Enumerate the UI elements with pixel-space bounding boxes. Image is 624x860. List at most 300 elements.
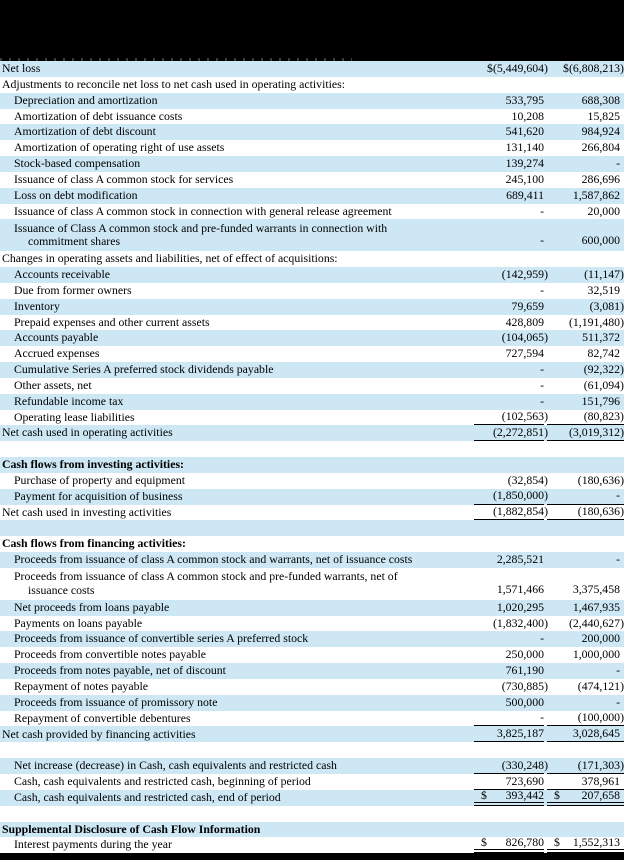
row-label xyxy=(0,299,474,315)
table-row xyxy=(0,124,624,140)
row-label xyxy=(0,315,474,331)
value-col2 xyxy=(547,552,624,568)
row-label xyxy=(0,806,474,822)
value-col2 xyxy=(547,600,624,616)
amount-col1: $(5,449,604) xyxy=(487,61,548,76)
table-row xyxy=(0,425,624,441)
amount-col1: (32,854) xyxy=(507,473,548,488)
row-label xyxy=(0,679,474,695)
row-label xyxy=(0,156,474,172)
value-col2 xyxy=(547,140,624,156)
row-label xyxy=(0,283,474,299)
amount-col2: 82,742 xyxy=(587,346,620,361)
row-label xyxy=(0,425,474,441)
row-label-line1: Loss on debt modification xyxy=(14,187,138,202)
row-label-line1: Repayment of convertible debentures xyxy=(14,710,191,725)
table-row xyxy=(0,330,624,346)
table-row xyxy=(0,726,624,742)
value-col1 xyxy=(474,806,544,822)
row-label xyxy=(0,219,474,251)
amount-col2: 32,519 xyxy=(587,282,620,297)
row-label xyxy=(0,774,474,790)
row-label xyxy=(0,251,474,267)
row-label xyxy=(0,631,474,647)
table-row xyxy=(0,77,624,93)
value-col2 xyxy=(547,61,624,77)
row-label xyxy=(0,711,474,727)
row-label-line1: Net cash used in operating activities xyxy=(2,425,173,440)
row-label xyxy=(0,536,474,552)
amount-col1: 541,620 xyxy=(505,124,544,139)
table-row xyxy=(0,758,624,774)
row-label-line1: Payment for acquisition of business xyxy=(14,488,183,503)
value-col1 xyxy=(474,787,544,806)
amount-col2: 1,467,935 xyxy=(572,599,620,614)
value-col1 xyxy=(474,204,544,220)
table-row xyxy=(0,520,624,536)
table-row xyxy=(0,93,624,109)
row-label-line1: Net loss xyxy=(2,61,41,76)
row-label xyxy=(0,172,474,188)
amount-col2: 1,552,313 xyxy=(572,835,620,850)
amount-col1: 533,795 xyxy=(505,92,544,107)
value-col2 xyxy=(547,346,624,362)
row-label-line1: Proceeds from notes payable, net of discount xyxy=(14,663,226,678)
value-col1 xyxy=(474,473,548,489)
amount-col2: - xyxy=(616,552,620,567)
amount-col2: 20,000 xyxy=(587,203,620,218)
amount-col1: 723,690 xyxy=(505,773,544,788)
value-col1 xyxy=(474,441,544,457)
row-label xyxy=(0,441,474,457)
table-row xyxy=(0,394,624,410)
row-label xyxy=(0,124,474,140)
amount-col2: (92,322) xyxy=(583,362,624,377)
row-label-line1: Repayment of notes payable xyxy=(14,678,148,693)
table-row xyxy=(0,711,624,727)
value-col2 xyxy=(547,489,624,505)
row-label-line1: Amortization of debt issuance costs xyxy=(14,108,183,123)
amount-col1: - xyxy=(540,377,544,392)
amount-col1: 245,100 xyxy=(505,171,544,186)
row-label xyxy=(0,489,474,505)
amount-col2: - xyxy=(616,156,620,171)
value-col2 xyxy=(547,172,624,188)
currency-symbol: $ xyxy=(554,835,560,850)
value-col2 xyxy=(547,425,624,441)
currency-symbol: $ xyxy=(554,787,560,802)
amount-col1: 79,659 xyxy=(511,298,544,313)
value-col2 xyxy=(547,787,624,806)
amount-col1: - xyxy=(540,710,544,725)
value-col2 xyxy=(547,441,624,457)
amount-col1: - xyxy=(540,631,544,646)
amount-col2: 3,028,645 xyxy=(572,726,620,741)
value-col1 xyxy=(474,552,544,568)
value-col1 xyxy=(474,362,544,378)
value-col2 xyxy=(547,473,624,489)
amount-col2: (474,121) xyxy=(577,678,624,693)
table-row xyxy=(0,378,624,394)
amount-col1: (330,248) xyxy=(501,757,548,772)
value-col2 xyxy=(547,457,624,473)
value-col2 xyxy=(547,124,624,140)
value-col1 xyxy=(474,757,548,774)
amount-col1: 131,140 xyxy=(505,140,544,155)
amount-col2: 688,308 xyxy=(581,92,620,107)
table-row xyxy=(0,742,624,758)
amount-col1: (1,832,400) xyxy=(492,615,548,630)
amount-col1: 393,442 xyxy=(505,787,544,802)
table-row xyxy=(0,631,624,647)
value-col2 xyxy=(547,806,624,822)
value-col2 xyxy=(547,695,624,711)
row-label-line1: Adjustments to reconcile net loss to net cash used in operating activities: xyxy=(2,76,346,91)
table-row xyxy=(0,837,624,853)
row-label-line1: Proceeds from convertible notes payable xyxy=(14,647,206,662)
amount-col2: 15,825 xyxy=(587,108,620,123)
row-label xyxy=(0,552,474,568)
row-label xyxy=(0,695,474,711)
value-col1 xyxy=(474,299,544,315)
table-row xyxy=(0,172,624,188)
row-label-line1: Proceeds from issuance of convertible series A preferred stock xyxy=(14,631,309,646)
table-row xyxy=(0,109,624,125)
redacted-header-block xyxy=(0,0,624,61)
table-row xyxy=(0,267,624,283)
row-label xyxy=(0,188,474,204)
row-label xyxy=(0,647,474,663)
row-label-line1: Cash, cash equivalents and restricted cash, beginning of period xyxy=(14,774,311,789)
value-col2 xyxy=(547,631,624,647)
table-row xyxy=(0,61,624,77)
row-label-line1: Prepaid expenses and other current assets xyxy=(14,314,210,329)
row-label-line1: Cash flows from financing activities: xyxy=(2,536,186,551)
amount-col1: (102,563) xyxy=(501,409,548,424)
amount-col2: (11,147) xyxy=(584,267,624,282)
row-label-line1: Accounts receivable xyxy=(14,267,110,282)
value-col2 xyxy=(547,536,624,552)
value-col2 xyxy=(547,394,624,410)
row-label-line1: Inventory xyxy=(14,298,60,313)
row-label xyxy=(0,61,474,77)
amount-col1: 250,000 xyxy=(505,647,544,662)
currency-symbol: $ xyxy=(481,835,487,850)
amount-col1: 1,571,466 xyxy=(496,582,544,597)
value-col2 xyxy=(547,568,624,600)
value-col1 xyxy=(474,172,544,188)
amount-col2: (3,081) xyxy=(589,298,624,313)
row-label-line1: Cash, cash equivalents and restricted cash, end of period xyxy=(14,789,281,804)
amount-col2: 200,000 xyxy=(581,631,620,646)
row-label-line1: Proceeds from issuance of class A common stock and pre-funded warrants, net of xyxy=(14,569,398,584)
row-label xyxy=(0,822,474,838)
table-row xyxy=(0,204,624,220)
amount-col1: 3,825,187 xyxy=(496,726,544,741)
row-label xyxy=(0,473,474,489)
value-col1 xyxy=(474,424,548,441)
row-label xyxy=(0,742,474,758)
row-label xyxy=(0,600,474,616)
value-col1 xyxy=(474,156,544,172)
amount-col2: (180,636) xyxy=(577,504,624,519)
row-label-line1: Amortization of operating right of use assets xyxy=(14,140,225,155)
amount-col2: 600,000 xyxy=(581,233,620,248)
row-label xyxy=(0,394,474,410)
row-label-line2: commitment shares xyxy=(28,234,121,249)
amount-col2: (100,000) xyxy=(577,710,624,725)
value-col2 xyxy=(547,726,624,742)
table-row xyxy=(0,457,624,473)
row-label xyxy=(0,663,474,679)
value-col2 xyxy=(547,505,624,521)
value-col1 xyxy=(474,488,548,505)
value-col2 xyxy=(547,77,624,93)
amount-col1: (730,885) xyxy=(501,678,548,693)
value-col1 xyxy=(474,330,548,346)
row-label-line1: Due from former owners xyxy=(14,282,132,297)
value-col1 xyxy=(474,568,544,600)
row-label-line1: Issuance of Class A common stock and pre-funded warrants in connection with xyxy=(14,220,388,235)
amount-col1: (2,272,851) xyxy=(492,424,548,439)
value-col2 xyxy=(547,188,624,204)
value-col1 xyxy=(474,315,544,331)
amount-col2: 207,658 xyxy=(581,787,620,802)
value-col2 xyxy=(547,330,624,346)
row-label xyxy=(0,378,474,394)
row-label xyxy=(0,568,474,600)
row-label-line1: Payments on loans payable xyxy=(14,615,143,630)
amount-col2: - xyxy=(616,694,620,709)
value-col1 xyxy=(474,695,544,711)
row-label-line1: Changes in operating assets and liabilities, net of effect of acquisitions: xyxy=(2,251,338,266)
table-row xyxy=(0,616,624,632)
table-row xyxy=(0,806,624,822)
value-col1 xyxy=(474,457,544,473)
amount-col2: 1,587,862 xyxy=(572,187,620,202)
row-label-line1: Stock-based compensation xyxy=(14,156,141,171)
value-col1 xyxy=(474,219,544,251)
value-col1 xyxy=(474,663,544,679)
row-label xyxy=(0,790,474,806)
value-col1 xyxy=(474,188,544,204)
bottom-black-bar xyxy=(0,853,624,860)
row-label-line1: Issuance of class A common stock for services xyxy=(14,171,234,186)
value-col2 xyxy=(547,647,624,663)
value-col2 xyxy=(547,520,624,536)
value-col1 xyxy=(474,615,548,632)
table-row xyxy=(0,568,624,600)
row-label-line1: Proceeds from issuance of class A common stock and warrants, net of issuance costs xyxy=(14,552,413,567)
amount-col2: 266,804 xyxy=(581,140,620,155)
amount-col2: 151,796 xyxy=(581,393,620,408)
amount-col2: 286,696 xyxy=(581,171,620,186)
amount-col1: (142,959) xyxy=(501,267,548,282)
amount-col1: 727,594 xyxy=(505,346,544,361)
value-col2 xyxy=(547,204,624,220)
row-label-line1: Accounts payable xyxy=(14,330,99,345)
value-col1 xyxy=(474,109,544,125)
value-col1 xyxy=(474,378,544,394)
table-row xyxy=(0,441,624,457)
value-col2 xyxy=(547,663,624,679)
currency-symbol: $ xyxy=(481,787,487,802)
table-row xyxy=(0,156,624,172)
value-col1 xyxy=(474,504,548,521)
amount-col2: 511,372 xyxy=(582,330,620,345)
value-col1 xyxy=(474,726,544,742)
row-label-line1: Interest payments during the year xyxy=(14,837,172,852)
amount-col1: - xyxy=(540,282,544,297)
table-row xyxy=(0,315,624,331)
value-col1 xyxy=(474,600,544,616)
row-label-line1: Other assets, net xyxy=(14,377,92,392)
row-label-line1: Net proceeds from loans payable xyxy=(14,599,170,614)
row-label xyxy=(0,267,474,283)
table-row xyxy=(0,362,624,378)
value-col2 xyxy=(547,267,624,283)
row-label-line1: Net cash provided by financing activities xyxy=(2,726,196,741)
value-col2 xyxy=(547,711,624,727)
amount-col2: 984,924 xyxy=(581,124,620,139)
value-col2 xyxy=(547,410,624,426)
amount-col1: 428,809 xyxy=(505,314,544,329)
row-label-line1: Accrued expenses xyxy=(14,346,100,361)
row-label-line1: Net increase (decrease) in Cash, cash equivalents and restricted cash xyxy=(14,758,337,773)
row-label xyxy=(0,204,474,220)
amount-col1: 1,020,295 xyxy=(496,599,544,614)
amount-col2: - xyxy=(616,488,620,503)
value-col1 xyxy=(474,283,544,299)
table-row xyxy=(0,536,624,552)
amount-col2: (61,094) xyxy=(583,377,624,392)
amount-col1: - xyxy=(540,362,544,377)
value-col2 xyxy=(547,156,624,172)
value-col2 xyxy=(547,283,624,299)
amount-col1: - xyxy=(540,233,544,248)
value-col2 xyxy=(547,837,624,853)
amount-col2: (171,303) xyxy=(577,757,624,772)
value-col2 xyxy=(547,362,624,378)
value-col2 xyxy=(547,109,624,125)
value-col1 xyxy=(474,124,544,140)
value-col2 xyxy=(547,219,624,251)
cash-flow-table xyxy=(0,61,624,853)
value-col1 xyxy=(474,837,544,853)
row-label xyxy=(0,93,474,109)
value-col1 xyxy=(474,711,544,727)
value-col2 xyxy=(547,742,624,758)
row-label xyxy=(0,726,474,742)
amount-col1: 10,208 xyxy=(511,108,544,123)
value-col1 xyxy=(474,520,544,536)
table-row xyxy=(0,679,624,695)
table-row xyxy=(0,552,624,568)
value-col1 xyxy=(474,251,544,267)
value-col2 xyxy=(547,93,624,109)
amount-col2: (180,636) xyxy=(577,473,624,488)
value-col2 xyxy=(547,679,624,695)
table-row xyxy=(0,663,624,679)
row-label xyxy=(0,505,474,521)
value-col2 xyxy=(547,616,624,632)
table-row xyxy=(0,283,624,299)
row-label xyxy=(0,457,474,473)
value-col1 xyxy=(474,394,544,410)
value-col1 xyxy=(474,61,548,77)
row-label-line1: Operating lease liabilities xyxy=(14,409,135,424)
table-row xyxy=(0,219,624,251)
value-col1 xyxy=(474,631,544,647)
amount-col1: (104,065) xyxy=(501,330,548,345)
table-row xyxy=(0,299,624,315)
amount-col2: (3,019,312) xyxy=(568,424,624,439)
row-label xyxy=(0,616,474,632)
value-col2 xyxy=(547,299,624,315)
row-label xyxy=(0,362,474,378)
table-row xyxy=(0,489,624,505)
amount-col1: 139,274 xyxy=(505,156,544,171)
amount-col2: 3,375,458 xyxy=(572,582,620,597)
value-col1 xyxy=(474,536,544,552)
table-row xyxy=(0,695,624,711)
table-row xyxy=(0,505,624,521)
value-col1 xyxy=(474,140,544,156)
table-row xyxy=(0,787,624,806)
row-label-line1: Cumulative Series A preferred stock dividends payable xyxy=(14,362,274,377)
amount-col1: 689,411 xyxy=(506,187,544,202)
amount-col1: 500,000 xyxy=(505,694,544,709)
value-col1 xyxy=(474,742,544,758)
amount-col2: $(6,808,213) xyxy=(563,61,624,76)
amount-col1: - xyxy=(540,203,544,218)
value-col1 xyxy=(474,77,544,93)
table-row xyxy=(0,600,624,616)
row-label-line1: Supplemental Disclosure of Cash Flow Information xyxy=(2,821,261,836)
row-label-line1: Depreciation and amortization xyxy=(14,92,158,107)
row-label xyxy=(0,520,474,536)
row-label-line1: Cash flows from investing activities: xyxy=(2,457,184,472)
table-row xyxy=(0,188,624,204)
amount-col1: (1,882,854) xyxy=(492,504,548,519)
amount-col2: (1,191,480) xyxy=(568,314,624,329)
amount-col1: - xyxy=(540,393,544,408)
table-row xyxy=(0,473,624,489)
row-label-line1: Net cash used in investing activities xyxy=(2,504,172,519)
amount-col1: 2,285,521 xyxy=(496,552,544,567)
amount-col2: 378,961 xyxy=(581,773,620,788)
row-label-line1: Proceeds from issuance of promissory note xyxy=(14,694,218,709)
table-row xyxy=(0,410,624,426)
row-label-line1: Amortization of debt discount xyxy=(14,124,156,139)
amount-col2: (2,440,627) xyxy=(568,615,624,630)
row-label xyxy=(0,140,474,156)
row-label-line1: Issuance of class A common stock in connection with general release agreement xyxy=(14,203,392,218)
value-col1 xyxy=(474,409,548,426)
value-col2 xyxy=(547,378,624,394)
table-row xyxy=(0,647,624,663)
row-label xyxy=(0,346,474,362)
row-label xyxy=(0,330,474,346)
amount-col2: 1,000,000 xyxy=(572,647,620,662)
value-col1 xyxy=(474,93,544,109)
row-label xyxy=(0,77,474,93)
amount-col1: (1,850,000) xyxy=(492,488,548,503)
value-col2 xyxy=(547,315,624,331)
amount-col2: (80,823) xyxy=(583,409,624,424)
row-label-line2: issuance costs xyxy=(28,583,95,598)
row-label xyxy=(0,109,474,125)
